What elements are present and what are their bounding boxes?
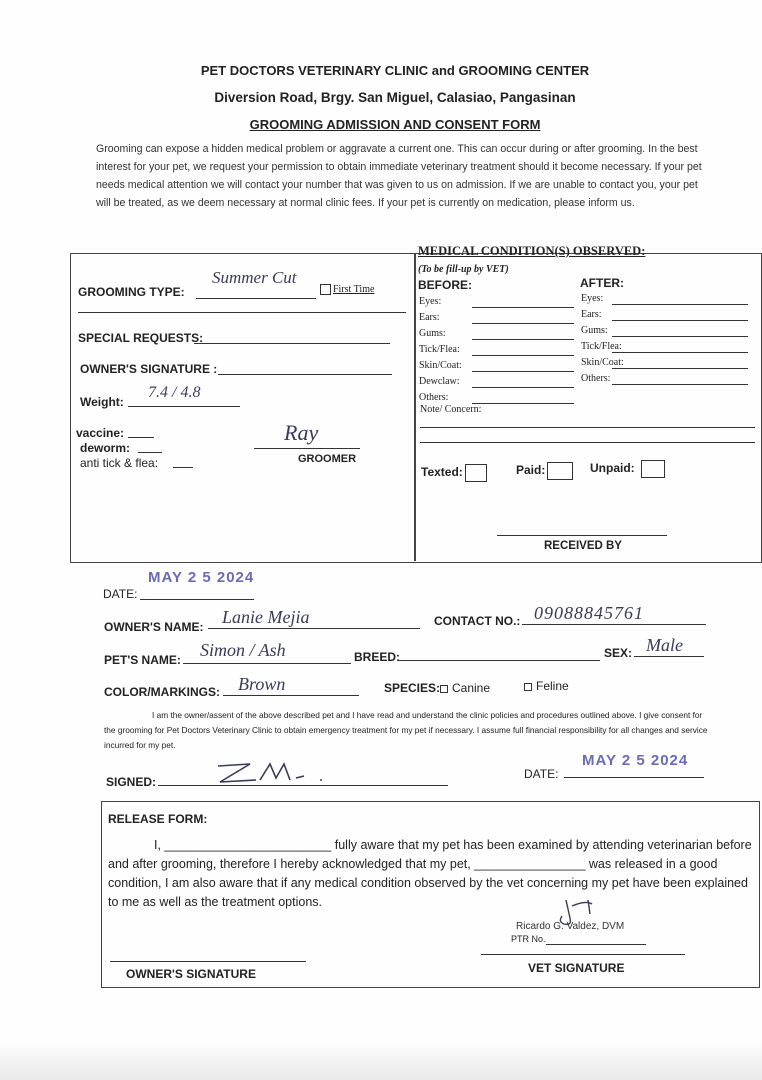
before-label: BEFORE: (418, 278, 472, 292)
owner-name-label: OWNER'S NAME: (104, 620, 204, 634)
grooming-type-value: Summer Cut (212, 268, 297, 287)
canine-checkbox[interactable] (440, 685, 448, 693)
date-stamp: MAY 2 5 2024 (148, 569, 255, 586)
owner-signature-drawing (210, 758, 340, 788)
special-requests-line[interactable] (194, 343, 390, 344)
owner-release-signature-line[interactable] (110, 961, 306, 962)
received-by-line[interactable] (497, 535, 667, 536)
breed-label: BREED: (354, 650, 401, 664)
weight-label: Weight: (80, 395, 124, 409)
note-label: Note/ Concern: (420, 404, 482, 415)
contact-value: 09088845761 (534, 603, 644, 623)
species-canine-option[interactable] (440, 681, 490, 695)
date2-stamp: MAY 2 5 2024 (582, 752, 689, 769)
date-line[interactable] (140, 599, 254, 600)
pet-name-value: Simon / Ash (200, 640, 286, 660)
after-label: AFTER: (580, 276, 624, 290)
unpaid-option[interactable] (590, 460, 665, 478)
canine-label: Canine (452, 681, 491, 695)
grooming-type-label: GROOMING TYPE: (78, 285, 185, 299)
color-label: COLOR/MARKINGS: (104, 685, 220, 699)
after-line-skincoat[interactable] (612, 368, 748, 369)
owner-signature-line-top[interactable] (218, 374, 392, 375)
after-line-eyes[interactable] (612, 304, 748, 305)
paid-option[interactable] (516, 462, 573, 480)
first-time-checkbox[interactable] (320, 284, 331, 295)
before-line-dewclaw[interactable] (472, 387, 574, 388)
before-label-others: Others: (419, 392, 449, 403)
species-feline-option[interactable] (524, 679, 569, 693)
after-line-others[interactable] (612, 384, 748, 385)
before-line-others[interactable] (472, 403, 574, 404)
after-label-others: Others: (581, 373, 611, 384)
vet-signature-line[interactable] (481, 954, 685, 955)
received-by-label: RECEIVED BY (544, 540, 622, 552)
after-label-skincoat: Skin/Coat: (581, 357, 624, 368)
pet-name-line[interactable] (183, 663, 351, 664)
before-label-gums: Gums: (419, 328, 446, 339)
date2-line[interactable] (564, 777, 704, 778)
after-line-tickflea[interactable] (612, 352, 748, 353)
texted-label: Texted: (421, 465, 463, 480)
release-text: I, ________________________ fully aware that my pet has been examined by attending veterinarian before and after grooming, therefore I hereby acknowledged that my pet, ________________ was released in a good condition, I am also aware that if any medical condition observed by the vet concerning my pet have been explained to me as well as the treatment options. (108, 838, 752, 909)
anti-tick-line[interactable] (173, 467, 193, 468)
special-requests-label: SPECIAL REQUESTS: (78, 331, 204, 345)
before-line-gums[interactable] (472, 339, 574, 340)
before-label-dewclaw: Dewclaw: (419, 376, 460, 387)
grooming-extra-line[interactable] (78, 312, 406, 313)
consent-text: I am the owner/assent of the above described pet and I have read and understand the clinic policies and procedures outlined above. I give consent for the grooming for Pet Doctors Veterinary Clinic to obtain emergency treatment for my pet if necessary. I assume full financial responsibility for all changes and service incurred for my pet. (104, 710, 708, 750)
paid-checkbox[interactable] (547, 462, 573, 480)
intro-paragraph: Grooming can expose a hidden medical problem or aggravate a current one. This can occur during or after grooming. In the best interest for your pet, we request your permission to obtain immediate veterinary treatment should it become necessary. If your pet needs medical attention we will contact your number that was given to us on admission. If we are unable to contact you, your pet will be treated, as we deem necessary at normal clinic fees. If your pet is currently on medication, please inform us. (96, 143, 702, 209)
anti-tick-label: anti tick & flea: (80, 456, 159, 470)
ptr-label: PTR No. (511, 934, 546, 944)
groomer-signature: Ray (284, 420, 319, 445)
release-title: RELEASE FORM: (108, 812, 208, 826)
deworm-label: deworm: (80, 441, 131, 455)
owner-release-signature-label: OWNER'S SIGNATURE (126, 967, 256, 981)
grooming-medical-box (70, 253, 762, 563)
vet-signature-label: VET SIGNATURE (528, 961, 625, 975)
note-line-2[interactable] (420, 442, 755, 443)
ptr-line[interactable] (546, 944, 646, 945)
before-line-eyes[interactable] (472, 307, 574, 308)
owner-name-line[interactable] (208, 628, 420, 629)
note-line-1[interactable] (420, 427, 755, 428)
before-line-tickflea[interactable] (472, 355, 574, 356)
color-value: Brown (238, 674, 286, 694)
deworm-line[interactable] (138, 452, 162, 453)
box-divider (414, 253, 416, 561)
before-line-ears[interactable] (472, 323, 574, 324)
species-label: SPECIES: (384, 681, 441, 695)
first-time-option[interactable] (320, 284, 374, 295)
vaccine-label: vaccine: (76, 426, 125, 440)
scan-bottom-shadow (0, 1040, 762, 1080)
feline-checkbox[interactable] (524, 683, 532, 691)
date-label: DATE: (103, 587, 138, 601)
before-label-eyes: Eyes: (419, 296, 442, 307)
owner-signature-label-top: OWNER'S SIGNATURE : (80, 362, 218, 376)
groomer-line[interactable] (254, 448, 360, 449)
breed-line[interactable] (398, 660, 600, 661)
after-line-gums[interactable] (612, 336, 748, 337)
sex-label: SEX: (604, 646, 633, 660)
before-line-skincoat[interactable] (472, 371, 574, 372)
before-label-ears: Ears: (419, 312, 440, 323)
paid-label: Paid: (516, 463, 546, 478)
contact-label: CONTACT NO.: (434, 614, 521, 628)
before-label-skincoat: Skin/Coat: (419, 360, 462, 371)
texted-option[interactable] (421, 464, 487, 482)
after-line-ears[interactable] (612, 320, 748, 321)
feline-label: Feline (536, 679, 569, 693)
signed-label: SIGNED: (106, 775, 157, 789)
unpaid-label: Unpaid: (590, 461, 635, 476)
date2-label: DATE: (524, 767, 559, 781)
medical-subtitle: (To be fill-up by VET) (418, 264, 509, 275)
sex-line[interactable] (634, 656, 704, 657)
grooming-type-line[interactable] (196, 298, 316, 299)
after-label-tickflea: Tick/Flea: (581, 341, 622, 352)
vet-name: Ricardo G. Valdez, DVM (516, 921, 625, 932)
contact-line[interactable] (522, 624, 706, 625)
before-label-tickflea: Tick/Flea: (419, 344, 460, 355)
owner-name-value: Lanie Mejia (222, 607, 310, 627)
first-time-label: First Time (333, 284, 375, 295)
form-title: GROOMING ADMISSION AND CONSENT FORM (249, 117, 541, 132)
clinic-address: Diversion Road, Brgy. San Miguel, Calasiao, Pangasinan (214, 90, 576, 105)
after-label-gums: Gums: (581, 325, 608, 336)
weight-value: 7.4 / 4.8 (148, 384, 201, 401)
groomer-label: GROOMER (298, 453, 357, 465)
vaccine-line[interactable] (128, 437, 154, 438)
color-line[interactable] (223, 695, 359, 696)
weight-line[interactable] (128, 406, 240, 407)
texted-checkbox[interactable] (465, 464, 487, 482)
medical-title: MEDICAL CONDITION(S) OBSERVED: (418, 244, 646, 258)
after-label-ears: Ears: (581, 309, 602, 320)
clinic-name: PET DOCTORS VETERINARY CLINIC and GROOMING CENTER (200, 63, 590, 78)
sex-value: Male (646, 635, 683, 655)
pet-name-label: PET'S NAME: (104, 653, 181, 667)
after-label-eyes: Eyes: (581, 293, 604, 304)
unpaid-checkbox[interactable] (641, 460, 665, 478)
